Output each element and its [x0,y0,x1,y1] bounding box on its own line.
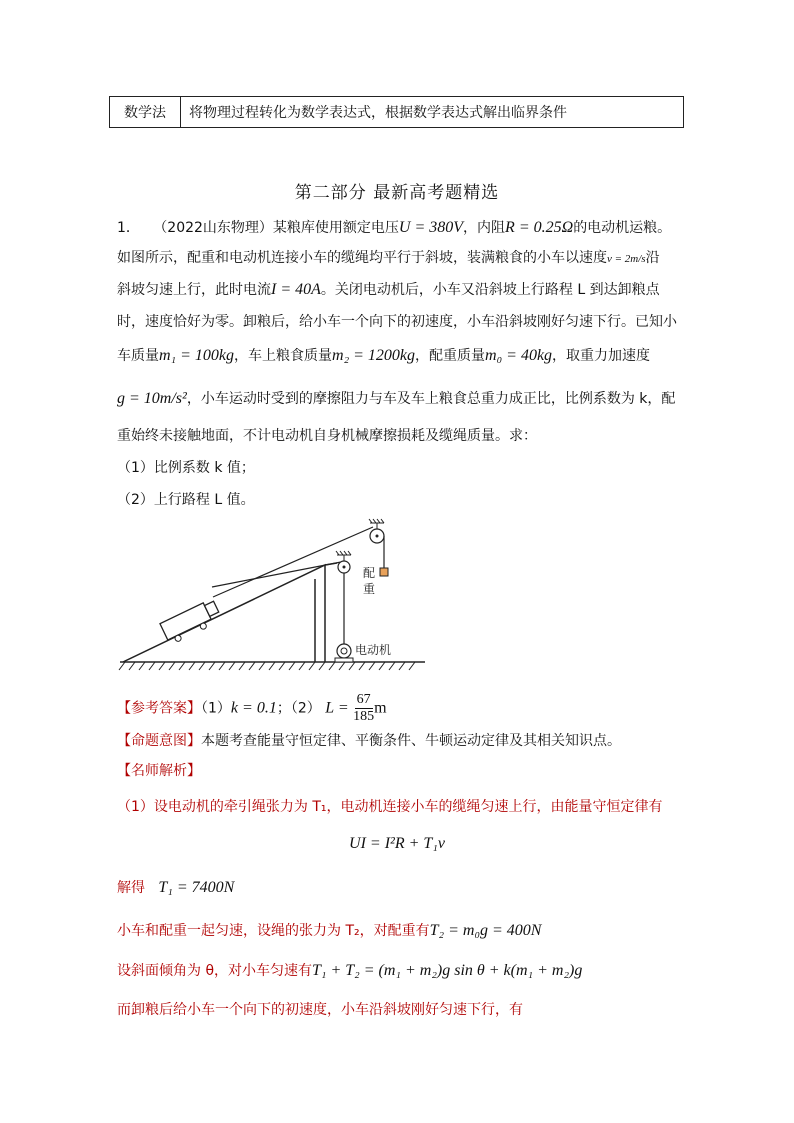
answer-fraction [353,692,374,725]
problem-text: ，取重力加速度 [552,348,651,364]
cart [160,599,223,646]
counterweight-label-1: 配 [363,566,376,580]
intent-tag: 【命题意图】 [117,733,201,749]
problem-text: ，配重质量 [415,348,486,364]
problem-text: ，车上粮食质量 [234,348,333,364]
problem-text: 车质量 [117,348,159,364]
analysis-step-2 [117,878,234,898]
question-2: （2）上行路程 L 值。 [117,492,255,508]
current-value: I = 40A [271,281,321,298]
motor [335,644,353,662]
problem-line-2 [117,248,660,269]
mass-grain: m₂ = 1200kg [332,347,416,364]
analysis-text: 小车和配重一起匀速，设绳的张力为 T₂，对配重有 [117,923,430,939]
method-table [109,96,684,128]
problem-line-1 [117,218,671,238]
problem-line-5 [117,346,650,366]
voltage-value: U = 380V [398,219,464,236]
equilibrium-equation: T₁ + T₂ = (m₁ + m₂)g sin θ + k(m₁ + m₂)g [312,962,583,979]
analysis-step-3 [117,921,541,941]
mass-car: m₁ = 100kg [159,347,235,364]
analysis-step-4 [117,961,582,981]
answer-text: ；（2） [276,700,321,717]
analysis-tag: 【名师解析】 [117,763,201,779]
incline-figure [115,515,425,675]
tension-2-result: T₂ = m₀g = 400N [429,922,542,939]
fraction-denominator: 185 [353,709,375,724]
upper-pulley [369,519,384,543]
mass-counterweight: m₀ = 40kg [485,347,553,364]
intent-text: 本题考查能量守恒定律、平衡条件、牛顿运动定律及其相关知识点。 [201,733,621,749]
problem-text: 的电动机运粮。 [573,220,672,236]
answer-L: L = [325,699,349,717]
method-desc: 将物理过程转化为数学表达式，根据数学表达式解出临界条件 [189,105,567,121]
problem-text: 斜坡匀速上行，此时电流 [117,282,271,298]
section-title: 第二部分 最新高考题精选 [294,183,500,203]
gravity-value: g = 10m/s² [117,390,187,407]
counterweight-label-2: 重 [363,582,376,596]
question-1: （1）比例系数 k 值； [117,460,255,476]
answer-text: （1） [201,700,231,717]
fraction-numerator: 67 [356,692,371,707]
tension-1-result: T₁ = 7400N [158,879,235,896]
problem-text: ，内阻 [463,220,506,236]
answer-unit: m [374,699,387,717]
speed-value: v = 2m/s [607,253,646,265]
analysis-step-1: （1）设电动机的牵引绳张力为 T₁，电动机连接小车的缆绳匀速上行，由能量守恒定律有 [117,799,663,815]
problem-line-3 [117,280,660,300]
counterweight-block [380,568,388,576]
analysis-text: 解得 [117,880,145,896]
answer-k: k = 0.1 [230,699,277,717]
incline-slope [123,565,325,662]
problem-line-4: 时，速度恰好为零。卸粮后，给小车一个向下的初速度，小车沿斜坡刚好匀速下行。已知小 [117,314,677,330]
intent-line [117,731,621,751]
analysis-step-5: 而卸粮后给小车一个向下的初速度，小车沿斜坡刚好匀速下行，有 [117,1002,523,1018]
motor-label: 电动机 [355,643,392,657]
ground-hatch [119,662,415,670]
equation-energy: UI = I²R + T₁v [349,835,445,852]
problem-line-6 [117,389,675,409]
upper-cable [212,562,341,587]
problem-text: 如图所示，配重和电动机连接小车的缆绳均平行于斜坡，装满粮食的小车以速度 [117,250,607,266]
answer-line [117,692,387,725]
problem-text: 。关闭电动机后，小车又沿斜坡上行路程 L 到达卸粮点 [320,282,660,298]
resistance-value: R = 0.25Ω [505,219,574,236]
method-name: 数学法 [110,97,181,127]
problem-text: ，小车运动时受到的摩擦阻力与车及车上粮食总重力成正比，比例系数为 k，配 [186,391,676,407]
problem-source: （2022山东物理） [153,220,273,236]
problem-text: 沿 [645,250,660,266]
problem-text: 某粮库使用额定电压 [272,220,399,236]
problem-number: 1． [117,220,140,236]
problem-line-7: 重始终未接触地面，不计电动机自身机械摩擦损耗及缆绳质量。求： [117,428,537,444]
answer-tag: 【参考答案】 [117,700,201,717]
lower-cable [213,527,376,597]
analysis-text: 设斜面倾角为 θ，对小车匀速有 [117,963,313,979]
